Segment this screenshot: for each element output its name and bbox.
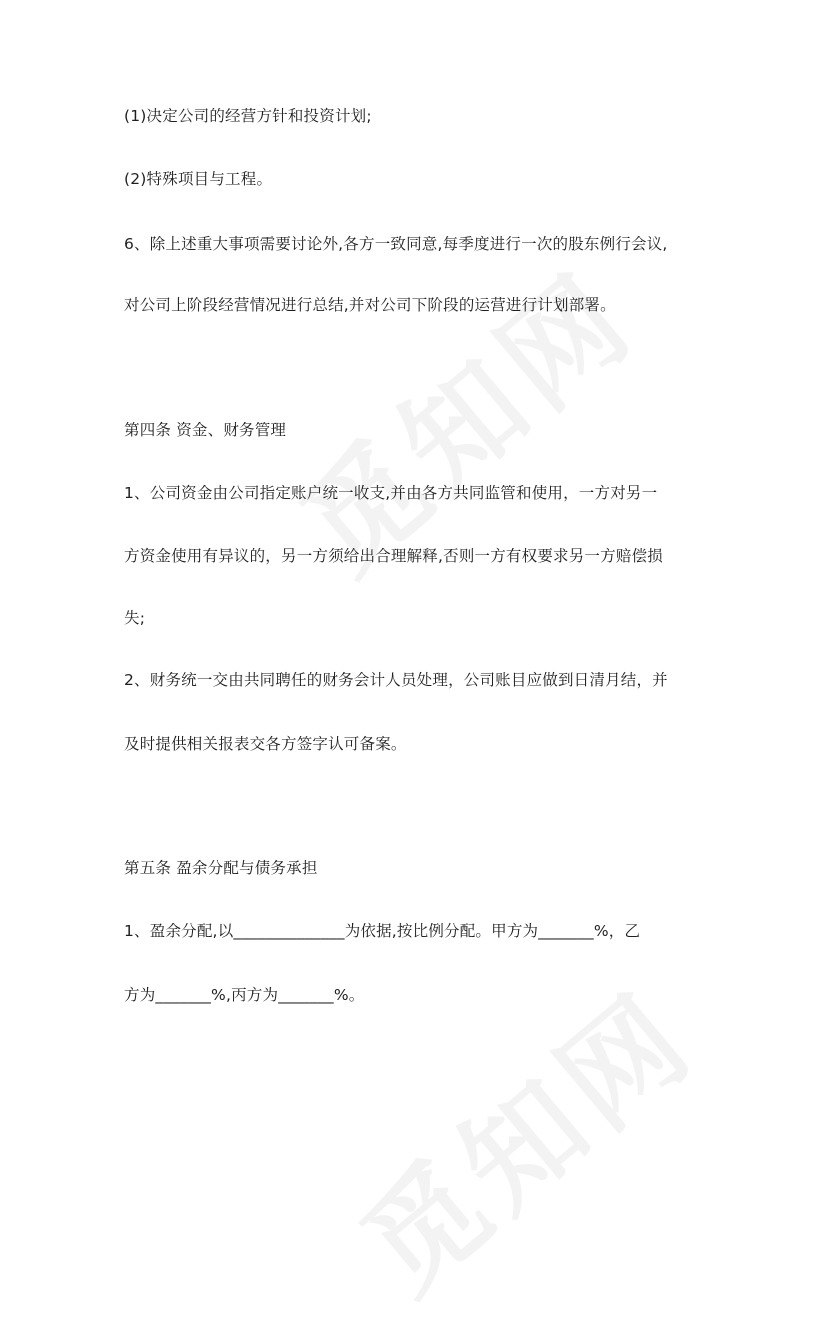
clause-item-1: (1)决定公司的经营方针和投资计划;	[124, 107, 372, 125]
article-5-item-1-line-1: 1、盈余分配,以______________为依据,按比例分配。甲方为_______%，乙	[124, 922, 641, 940]
article-4-item-1-line-2: 方资金使用有异议的，另一方须给出合理解释,否则一方有权要求另一方赔偿损	[124, 547, 663, 565]
article-4-item-2-line-1: 2、财务统一交由共同聘任的财务会计人员处理，公司账目应做到日清月结，并	[124, 671, 668, 689]
article-4-item-1-line-3: 失;	[124, 609, 146, 627]
clause-item-2: (2)特殊项目与工程。	[124, 170, 273, 188]
clause-6-line-2: 对公司上阶段经营情况进行总结,并对公司下阶段的运营进行计划部署。	[124, 296, 616, 314]
article-4-item-1-line-1: 1、公司资金由公司指定账户统一收支,并由各方共同监管和使用，一方对另一	[124, 484, 658, 502]
article-4-item-2-line-2: 及时提供相关报表交各方签字认可备案。	[124, 735, 407, 753]
article-5-heading: 第五条 盈余分配与债务承担	[124, 859, 318, 877]
clause-6-line-1: 6、除上述重大事项需要讨论外,各方一致同意,每季度进行一次的股东例行会议,	[124, 235, 668, 253]
article-4-heading: 第四条 资金、财务管理	[124, 421, 287, 439]
article-5-item-1-line-2: 方为_______%,丙方为_______%。	[124, 986, 365, 1004]
watermark-bottom	[320, 946, 723, 1323]
